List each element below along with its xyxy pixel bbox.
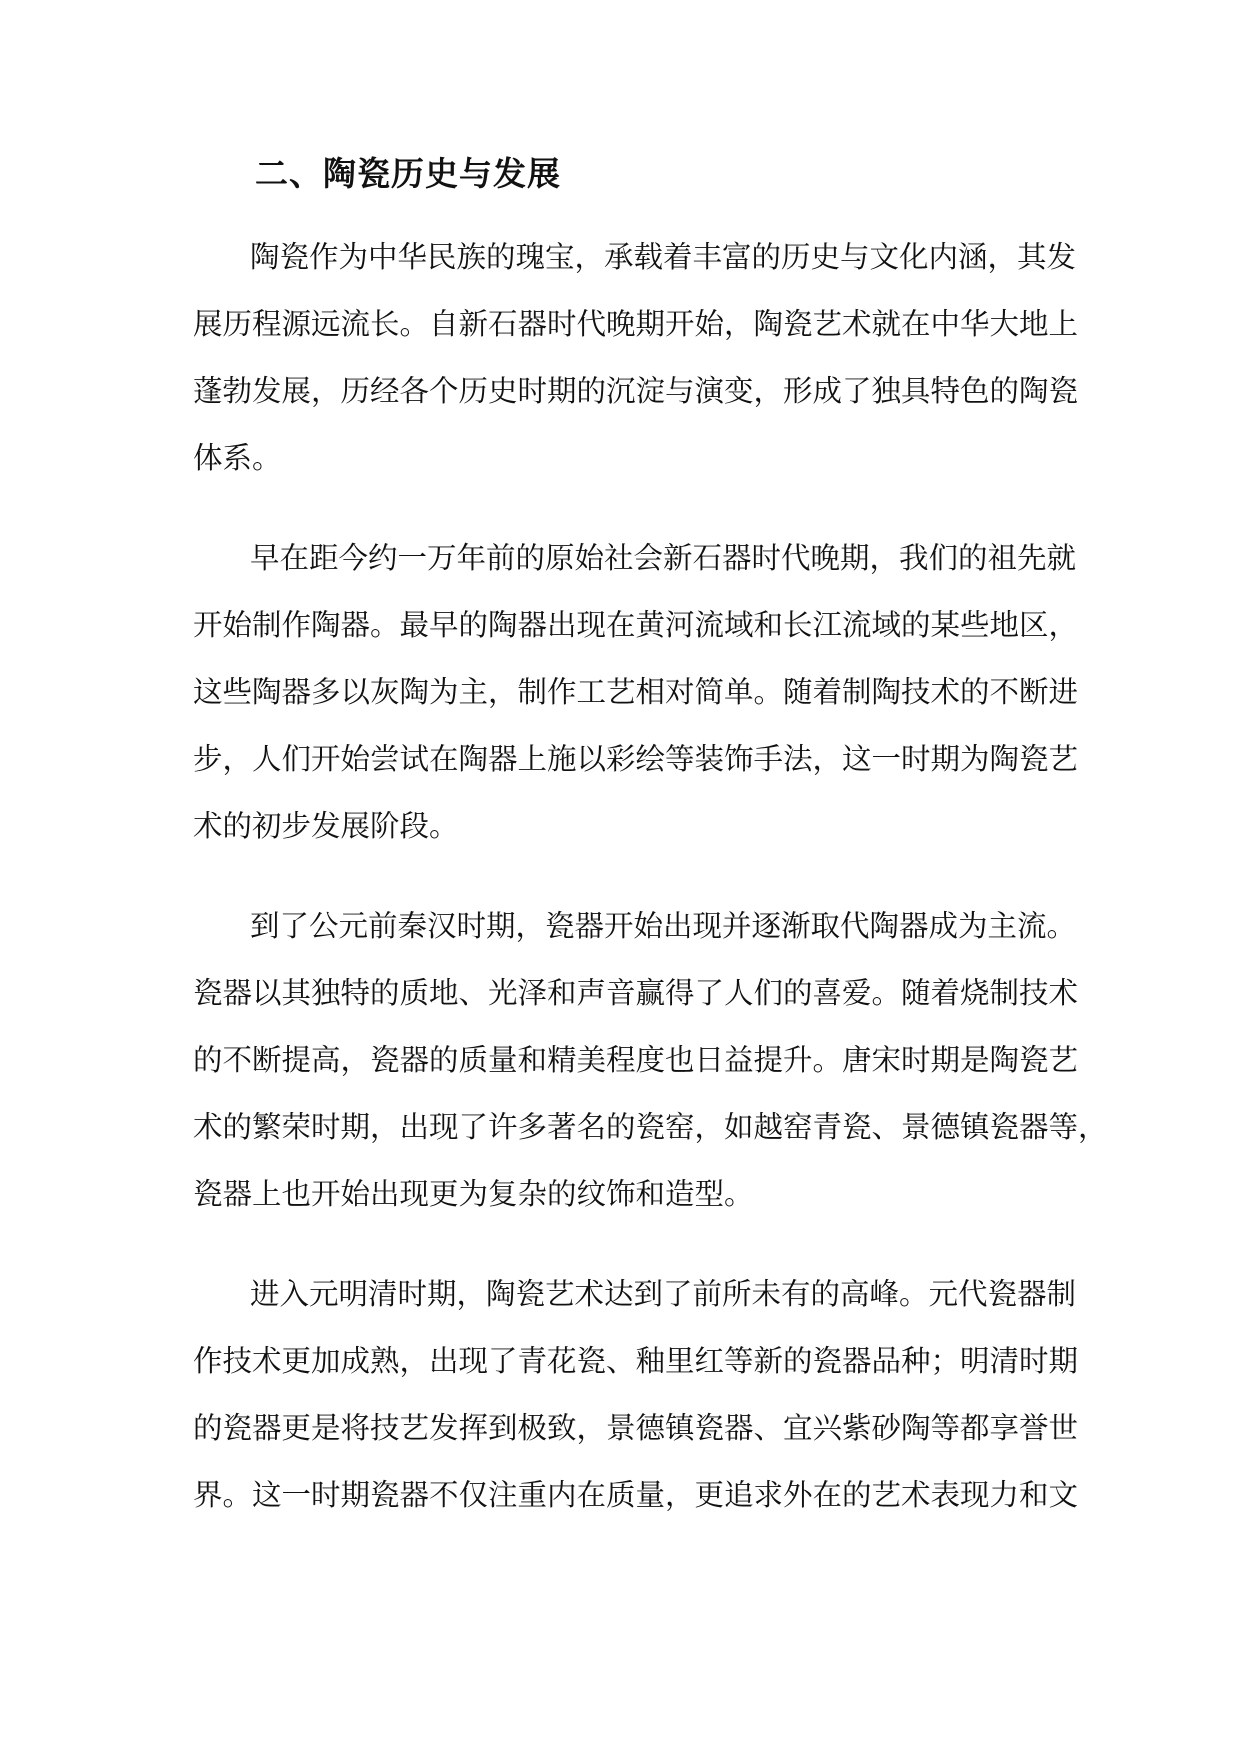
paragraph-1-line-1: 陶瓷作为中华民族的瑰宝，承载着丰富的历史与文化内涵，其发 [250, 240, 1077, 274]
paragraph-1-line-3: 蓬勃发展，历经各个历史时期的沉淀与演变，形成了独具特色的陶瓷 [193, 374, 1079, 408]
paragraph-2-line-1: 早在距今约一万年前的原始社会新石器时代晚期，我们的祖先就 [250, 541, 1077, 575]
paragraph-1-line-4: 体系。 [193, 441, 282, 475]
paragraph-3-line-4: 术的繁荣时期，出现了许多著名的瓷窑，如越窑青瓷、景德镇瓷器等， [193, 1110, 1108, 1144]
paragraph-3-line-1: 到了公元前秦汉时期，瓷器开始出现并逐渐取代陶器成为主流。 [250, 909, 1077, 943]
paragraph-2-line-4: 步，人们开始尝试在陶器上施以彩绘等装饰手法，这一时期为陶瓷艺 [193, 742, 1079, 776]
paragraph-3-line-5: 瓷器上也开始出现更为复杂的纹饰和造型。 [193, 1177, 754, 1211]
paragraph-3-line-3: 的不断提高，瓷器的质量和精美程度也日益提升。唐宋时期是陶瓷艺 [193, 1043, 1079, 1077]
paragraph-2-line-5: 术的初步发展阶段。 [193, 809, 459, 843]
paragraph-4-line-3: 的瓷器更是将技艺发挥到极致，景德镇瓷器、宜兴紫砂陶等都享誉世 [193, 1411, 1079, 1445]
paragraph-1-line-2: 展历程源远流长。自新石器时代晚期开始，陶瓷艺术就在中华大地上 [193, 307, 1079, 341]
paragraph-4-line-1: 进入元明清时期，陶瓷艺术达到了前所未有的高峰。元代瓷器制 [250, 1277, 1077, 1311]
paragraph-3-line-2: 瓷器以其独特的质地、光泽和声音赢得了人们的喜爱。随着烧制技术 [193, 976, 1079, 1010]
paragraph-2-line-3: 这些陶器多以灰陶为主，制作工艺相对简单。随着制陶技术的不断进 [193, 675, 1079, 709]
paragraph-2-line-2: 开始制作陶器。最早的陶器出现在黄河流域和长江流域的某些地区， [193, 608, 1079, 642]
paragraph-4-line-4: 界。这一时期瓷器不仅注重内在质量，更追求外在的艺术表现力和文 [193, 1478, 1079, 1512]
paragraph-4-line-2: 作技术更加成熟，出现了青花瓷、釉里红等新的瓷器品种；明清时期 [193, 1344, 1079, 1378]
section-heading: 二、陶瓷历史与发展 [255, 154, 561, 193]
